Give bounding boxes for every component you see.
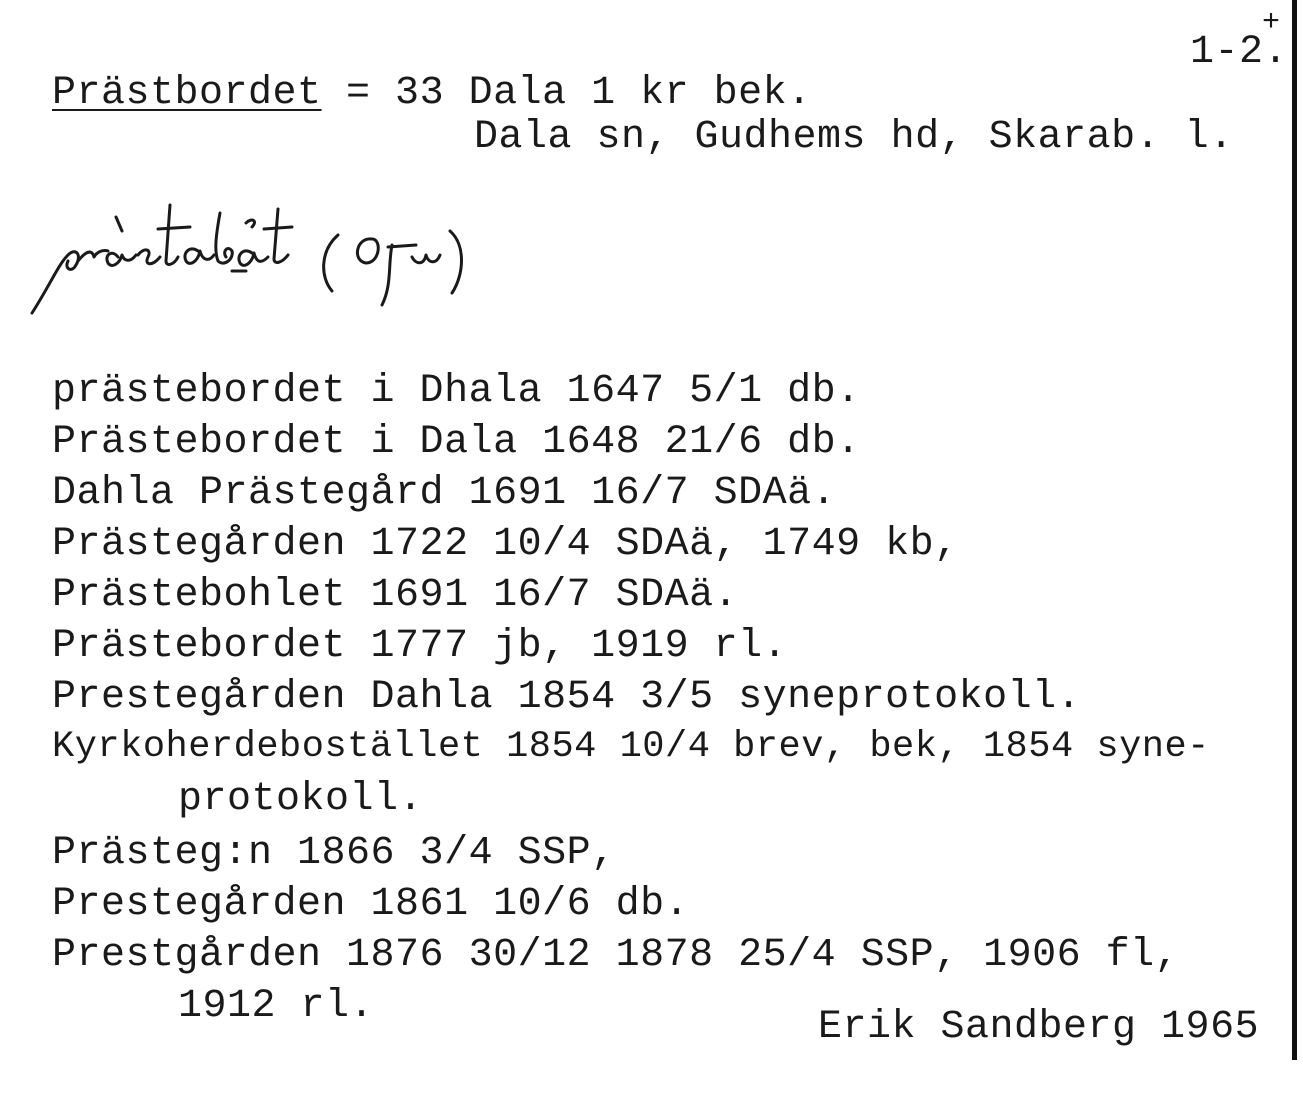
entry-line: Kyrkoherdebostället 1854 10/4 brev, bek, 1854 syne- bbox=[52, 726, 1210, 768]
entry-line: Prästebordet i Dala 1648 21/6 db. bbox=[52, 420, 861, 465]
entry-line: Prästegården 1722 10/4 SDAä, 1749 kb, bbox=[52, 522, 959, 567]
entry-line: Prästeg:n 1866 3/4 SSP, bbox=[52, 831, 616, 876]
header-rest: = 33 Dala 1 kr bek. bbox=[321, 71, 812, 116]
entry-line: Dahla Prästegård 1691 16/7 SDAä. bbox=[52, 471, 837, 516]
entry-line-continuation: 1912 rl. bbox=[178, 984, 375, 1029]
entry-line: Prästebohlet 1691 16/7 SDAä. bbox=[52, 573, 739, 618]
card-mark: + bbox=[1262, 6, 1281, 40]
entry-line: Prestegården Dahla 1854 3/5 syneprotokoll. bbox=[52, 675, 1082, 720]
signature: Erik Sandberg 1965 bbox=[818, 1005, 1260, 1050]
entry-line: Prestegården 1861 10/6 db. bbox=[52, 882, 690, 927]
entry-line: prästebordet i Dhala 1647 5/1 db. bbox=[52, 369, 861, 414]
card-number: 1-2. bbox=[1190, 30, 1289, 75]
card-right-edge bbox=[1292, 0, 1297, 1060]
header-line bbox=[52, 71, 812, 116]
header-title: Prästbordet bbox=[52, 71, 322, 116]
header-location: Dala sn, Gudhems hd, Skarab. l. bbox=[474, 115, 1234, 160]
entry-line: Prästebordet 1777 jb, 1919 rl. bbox=[52, 624, 788, 669]
entry-line: Prestgården 1876 30/12 1878 25/4 SSP, 1906 fl, bbox=[52, 933, 1180, 978]
handwritten-note bbox=[20, 195, 620, 335]
entry-line-continuation: protokoll. bbox=[178, 777, 424, 822]
